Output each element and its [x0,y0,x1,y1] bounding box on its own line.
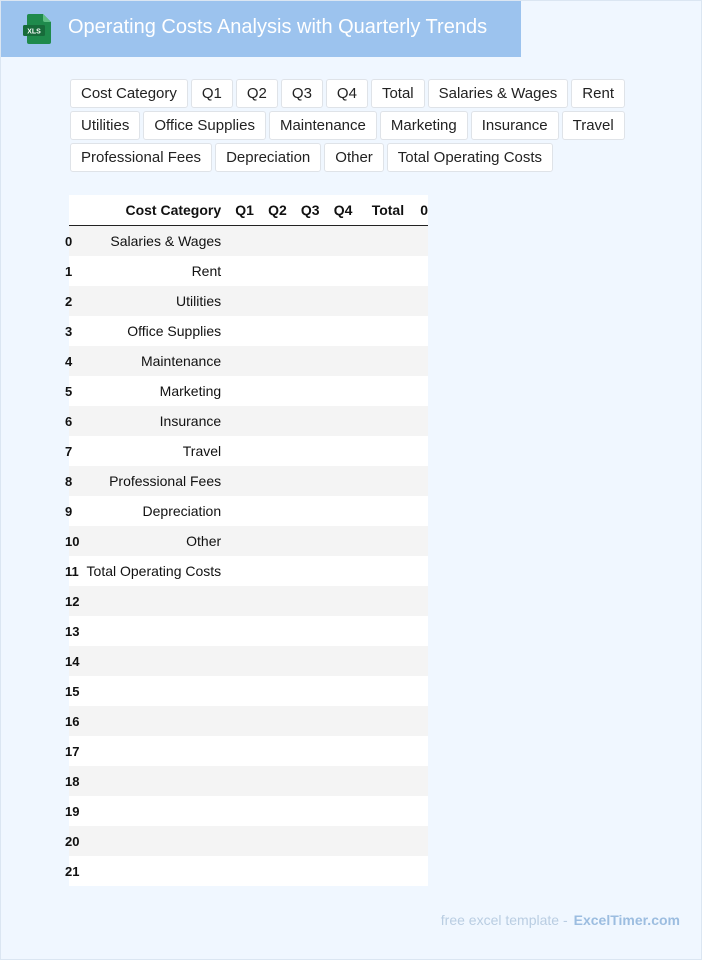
row-index: 14 [65,653,80,669]
column-chip[interactable]: Salaries & Wages [428,79,569,108]
table-row [65,526,428,556]
table-row [65,436,428,466]
row-index: 12 [65,593,80,609]
row-index: 18 [65,773,80,789]
row-index: 16 [65,713,80,729]
table-header-row [69,195,428,226]
column-chip[interactable]: Insurance [471,111,559,140]
column-chip-bar [70,79,695,172]
column-chip[interactable]: Rent [571,79,625,108]
table-row [65,796,428,826]
cost-category-cell: Salaries & Wages [110,233,222,249]
header-banner [1,1,521,57]
column-chip[interactable]: Travel [562,111,625,140]
table-row [65,586,428,616]
svg-text:XLS: XLS [27,28,41,36]
row-index: 10 [65,533,80,549]
cost-table [65,195,428,886]
table-row [65,676,428,706]
cost-category-cell: Marketing [159,383,222,399]
table-row [65,616,428,646]
row-index: 21 [65,863,80,879]
column-chip[interactable]: Marketing [380,111,468,140]
row-index: 9 [65,503,73,519]
footer-prefix: free excel template - [440,912,568,928]
column-chip[interactable]: Q3 [281,79,323,108]
cost-category-cell: Total Operating Costs [86,563,222,579]
table-row [65,376,428,406]
row-index: 7 [65,443,73,459]
cost-category-cell: Rent [191,263,222,279]
table-row [65,256,428,286]
row-index: 1 [65,263,73,279]
page-title: Operating Costs Analysis with Quarterly Trends [68,16,488,38]
table-row [65,766,428,796]
column-header[interactable]: Q3 [300,202,320,218]
column-chip[interactable]: Total [371,79,425,108]
table-row [65,736,428,766]
column-chip[interactable]: Maintenance [269,111,377,140]
table-row [65,706,428,736]
footer-brand-link[interactable]: ExcelTimer.com [573,912,680,928]
column-header[interactable]: Q4 [333,202,353,218]
cost-category-cell: Maintenance [140,353,222,369]
column-chip[interactable]: Cost Category [70,79,188,108]
row-index: 13 [65,623,80,639]
column-chip[interactable]: Professional Fees [70,143,212,172]
row-index: 2 [65,293,73,309]
row-index: 19 [65,803,80,819]
column-chip[interactable]: Q2 [236,79,278,108]
xls-file-icon [23,14,51,44]
row-index: 6 [65,413,73,429]
table-row [65,646,428,676]
footer-credit [441,912,680,928]
cost-category-cell: Other [186,533,222,549]
column-chip[interactable]: Office Supplies [143,111,266,140]
table-row [65,286,428,316]
column-chip[interactable]: Other [324,143,384,172]
cost-category-cell: Professional Fees [109,473,222,489]
row-index: 0 [65,233,73,249]
cost-category-cell: Insurance [159,413,222,429]
row-index: 15 [65,683,80,699]
row-index: 4 [65,353,73,369]
table-row [65,406,428,436]
column-header[interactable]: Q1 [235,202,254,218]
table-row [65,856,428,886]
column-chip[interactable]: Q4 [326,79,368,108]
column-header[interactable]: 0 [420,202,428,218]
row-index: 3 [65,323,73,339]
row-index: 5 [65,383,73,399]
table-row [65,466,428,496]
cost-category-cell: Travel [182,443,222,459]
cost-category-cell: Depreciation [142,503,222,519]
table-row [65,556,428,586]
table-row [65,226,428,256]
table-row [65,346,428,376]
column-chip[interactable]: Q1 [191,79,233,108]
row-index: 11 [65,563,79,579]
column-chip[interactable]: Total Operating Costs [387,143,553,172]
row-index: 17 [65,743,80,759]
cost-category-cell: Office Supplies [127,323,222,339]
row-index: 20 [65,833,80,849]
table-row [65,316,428,346]
column-header[interactable]: Total [371,202,405,218]
cost-category-cell: Utilities [176,293,222,309]
column-chip[interactable]: Utilities [70,111,140,140]
row-index: 8 [65,473,73,489]
column-header[interactable]: Cost Category [125,202,222,218]
table-row [65,496,428,526]
table-body [65,226,428,886]
table-row [65,826,428,856]
column-chip[interactable]: Depreciation [215,143,321,172]
column-header[interactable]: Q2 [268,202,287,218]
